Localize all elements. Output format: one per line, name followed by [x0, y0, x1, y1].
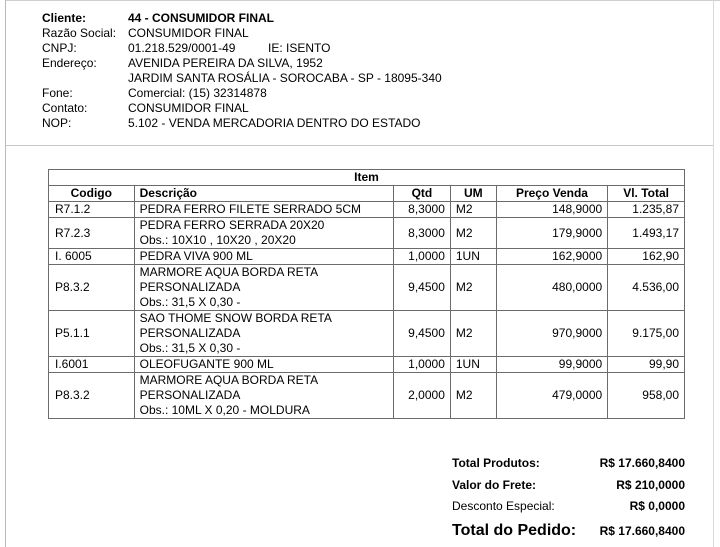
item-code: P5.1.1 [49, 311, 135, 357]
page-top-border [5, 0, 720, 1]
item-preco-venda: 179,9000 [496, 218, 607, 249]
item-vl-total: 99,90 [608, 357, 685, 373]
desconto-row [452, 499, 685, 520]
item-code: I.6001 [49, 357, 135, 373]
item-description-line: PEDRA VIVA 900 ML [139, 249, 253, 263]
table-row [49, 249, 685, 265]
item-description-line: MARMORE AQUA BORDA RETA [139, 373, 319, 387]
table-row [49, 357, 685, 373]
col-descricao: Descrição [134, 186, 393, 202]
item-description-line: Obs.: 10X10 , 10X20 , 20X20 [139, 233, 296, 247]
item-description [134, 218, 393, 249]
total-pedido-value: R$ 17.660,8400 [599, 524, 685, 538]
contato-label: Contato: [42, 101, 88, 115]
item-um: M2 [450, 218, 496, 249]
item-preco-venda: 148,9000 [496, 202, 607, 218]
item-um: M2 [450, 311, 496, 357]
table-row [49, 311, 685, 357]
col-preco-venda: Preço Venda [496, 186, 607, 202]
item-description-line: PERSONALIZADA [139, 280, 241, 294]
item-um: M2 [450, 373, 496, 419]
item-preco-venda: 480,0000 [496, 265, 607, 311]
item-qtd: 8,3000 [393, 202, 450, 218]
item-qtd: 9,4500 [393, 265, 450, 311]
item-description-line: PERSONALIZADA [139, 326, 241, 340]
valor-frete-row [452, 478, 685, 499]
item-um: M2 [450, 265, 496, 311]
page-right-border [713, 0, 714, 547]
page-left-border [5, 0, 6, 547]
items-group-header-row [49, 170, 685, 186]
contato-value: CONSUMIDOR FINAL [128, 101, 249, 115]
item-qtd: 1,0000 [393, 249, 450, 265]
total-pedido-label: Total do Pedido: [452, 522, 577, 539]
items-table-body [49, 202, 685, 419]
item-code: R7.1.2 [49, 202, 135, 218]
item-qtd: 2,0000 [393, 373, 450, 419]
item-description-line: PERSONALIZADA [139, 388, 241, 402]
totals-block [452, 456, 685, 542]
razao-label: Razão Social: [42, 26, 117, 40]
item-um: 1UN [450, 357, 496, 373]
item-vl-total: 1.235,87 [608, 202, 685, 218]
table-row [49, 265, 685, 311]
table-row [49, 373, 685, 419]
endereco-line1: AVENIDA PEREIRA DA SILVA, 1952 [128, 56, 323, 70]
desconto-label: Desconto Especial: [452, 499, 555, 513]
cliente-label: Cliente: [42, 11, 87, 25]
item-vl-total: 1.493,17 [608, 218, 685, 249]
item-preco-venda: 479,0000 [496, 373, 607, 419]
item-vl-total: 162,90 [608, 249, 685, 265]
items-column-header-row [49, 186, 685, 202]
item-qtd: 9,4500 [393, 311, 450, 357]
razao-value: CONSUMIDOR FINAL [128, 26, 249, 40]
item-vl-total: 958,00 [608, 373, 685, 419]
col-um: UM [450, 186, 496, 202]
total-produtos-row [452, 456, 685, 474]
item-code: P8.3.2 [49, 265, 135, 311]
item-qtd: 8,3000 [393, 218, 450, 249]
item-preco-venda: 970,9000 [496, 311, 607, 357]
item-description [134, 311, 393, 357]
item-vl-total: 4.536,00 [608, 265, 685, 311]
nop-value: 5.102 - VENDA MERCADORIA DENTRO DO ESTADO [128, 116, 421, 130]
item-description-line: Obs.: 31,5 X 0,30 - [139, 295, 241, 309]
desconto-value: R$ 0,0000 [629, 499, 685, 513]
item-description-line: PEDRA FERRO FILETE SERRADO 5CM [139, 202, 361, 216]
valor-frete-value: R$ 210,0000 [616, 478, 685, 492]
item-qtd: 1,0000 [393, 357, 450, 373]
fone-value: Comercial: (15) 32314878 [128, 86, 267, 100]
item-description-line: SAO THOME SNOW BORDA RETA [139, 311, 332, 325]
nop-label: NOP: [42, 116, 72, 130]
col-vl-total: Vl. Total [608, 186, 685, 202]
col-qtd: Qtd [393, 186, 450, 202]
table-row [49, 218, 685, 249]
endereco-label: Endereço: [42, 56, 97, 70]
total-produtos-value: R$ 17.660,8400 [599, 456, 685, 470]
item-code: I. 6005 [49, 249, 135, 265]
total-produtos-label: Total Produtos: [452, 456, 540, 470]
item-description [134, 373, 393, 419]
item-description [134, 202, 393, 218]
section-divider [5, 145, 713, 146]
item-description [134, 357, 393, 373]
item-um: M2 [450, 202, 496, 218]
item-description-line: OLEOFUGANTE 900 ML [139, 357, 274, 371]
item-description-line: MARMORE AQUA BORDA RETA [139, 265, 319, 279]
item-code: R7.2.3 [49, 218, 135, 249]
table-row [49, 202, 685, 218]
cliente-value: 44 - CONSUMIDOR FINAL [128, 11, 275, 25]
item-description-line: Obs.: 10ML X 0,20 - MOLDURA [139, 403, 310, 417]
items-table [48, 169, 685, 419]
valor-frete-label: Valor do Frete: [452, 478, 537, 492]
item-description [134, 265, 393, 311]
item-preco-venda: 162,9000 [496, 249, 607, 265]
item-vl-total: 9.175,00 [608, 311, 685, 357]
col-codigo: Codigo [49, 186, 135, 202]
item-preco-venda: 99,9000 [496, 357, 607, 373]
item-description [134, 249, 393, 265]
item-code: P8.3.2 [49, 373, 135, 419]
item-description-line: Obs.: 31,5 X 0,30 - [139, 341, 241, 355]
items-group-header: Item [49, 170, 685, 186]
fone-label: Fone: [42, 86, 73, 100]
cnpj-label: CNPJ: [42, 41, 77, 55]
ie-value: IE: ISENTO [268, 41, 331, 55]
endereco-line2: JARDIM SANTA ROSÁLIA - SOROCABA - SP - 18095-340 [128, 71, 442, 85]
cnpj-value: 01.218.529/0001-49 [128, 41, 236, 55]
total-pedido-row [452, 520, 685, 542]
item-um: 1UN [450, 249, 496, 265]
item-description-line: PEDRA FERRO SERRADA 20X20 [139, 218, 325, 232]
